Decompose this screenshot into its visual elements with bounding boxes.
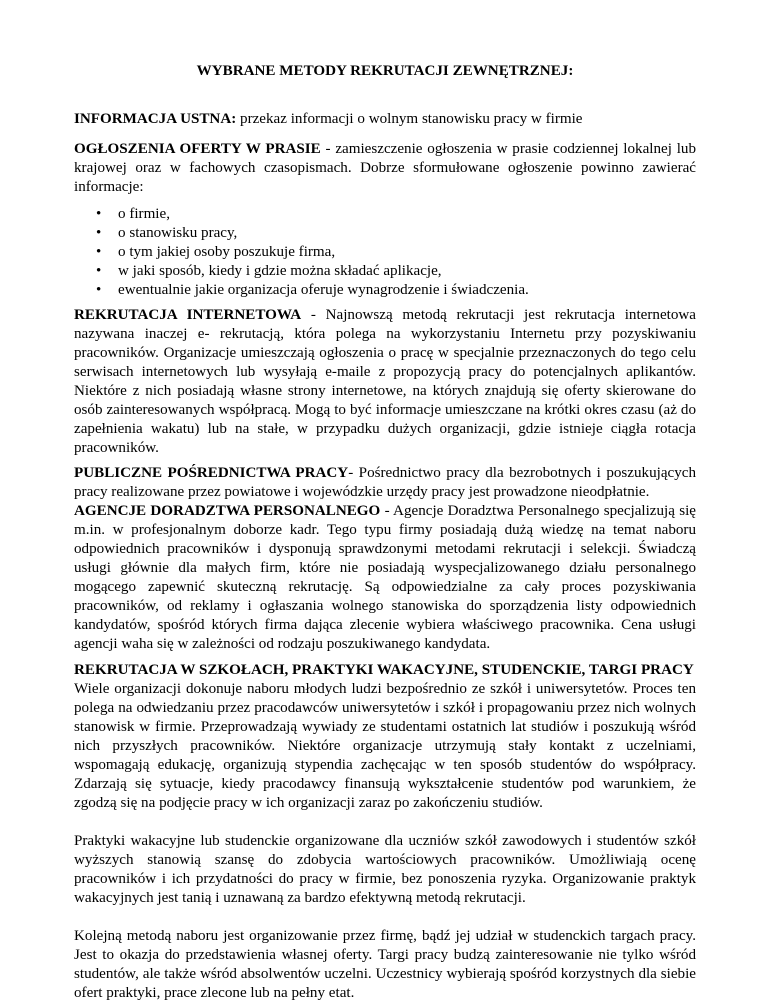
section-heading: PUBLICZNE POŚREDNICTWA PRACY [74,465,349,481]
section-text: przekaz informacji o wolnym stanowisku pracy w firmie [236,111,583,127]
page-title: WYBRANE METODY REKRUTACJI ZEWNĘTRZNEJ: [196,63,574,79]
section-heading: AGENCJE DORADZTWA PERSONALNEGO [74,503,381,519]
section-school-recruitment [74,661,696,1003]
list-item: • o stanowisku pracy, [96,224,696,243]
section-heading [74,661,696,680]
list-item: • ewentualnie jakie organizacja oferuje wynagrodzenie i świadczenia. [96,281,696,300]
section-heading: INFORMACJA USTNA: [74,111,237,127]
section-paragraph [74,140,696,197]
section-oral-information [74,110,696,129]
section-public-employment [74,464,696,502]
section-text: - Agencje Doradztwa Personalnego specjalizują się m.in. w profesjonalnym doborze kadr. Tego typu firmy posiadają dużą wiedzę na temat naboru odpowiednich pracowników i dysponują sprawdzonymi metodami rekrutacji i selekcji. Świadczą usługi głównie dla małych firm, które nie posiadają wyspecjalizowanego działu personalnego mogącego zapewnić skuteczną rekrutację. Są odpowiedzialne za cały proces pozyskiwania pracowników, od reklamy i ogłaszania wolnego stanowiska do sporządzenia listy odpowiednich kandydatów, spośród których firma dająca zlecenie wybiera właściwego pracownika. Cena usługi agencji waha się w zależności od rodzaju poszukiwanego kandydata. [74,503,696,652]
list-item: • o firmie, [96,205,696,224]
section-heading: REKRUTACJA INTERNETOWA [74,307,302,323]
bullet-list [74,205,696,300]
section-heading: OGŁOSZENIA OFERTY W PRASIE [74,141,321,157]
section-press-ads [74,140,696,300]
section-paragraph: Kolejną metodą naboru jest organizowanie przez firmę, bądź jej udział w studenckich targach pracy. Jest to okazja do przedstawienia własnej oferty. Targi pracy budzą zainteresowanie nie tylko wśród studentów, ale także wśród absolwentów uczelni. Uczestnicy wybierają spośród korzystnych dla siebie ofert praktyki, prace zlecone lub na pełny etat. [74,928,696,1001]
section-text: - Pośrednictwo pracy dla bezrobotnych i poszukujących pracy realizowane przez powiatowe i wojewódzkie urzędy pracy jest prowadzone nieodpłatnie. [74,465,697,500]
list-item: • w jaki sposób, kiedy i gdzie można składać aplikacje, [96,262,696,281]
section-paragraph: Wiele organizacji dokonuje naboru młodych ludzi bezpośrednio ze szkół i uniwersytetów. Proces ten polega na odwiedzaniu przez pracodawców uniwersytetów i szkół i propagowaniu przez nich wolnych stanowisk w firmie. Przeprowadzają wywiady ze studentami ostatnich lat studiów i poszukują wśród nich przyszłych pracowników. Niektóre organizacje utrzymują stały kontakt z uczelniami, wspomagają edukację, organizują stypendia zachęcając w ten sposób studentów do współpracy. Zdarzają się sytuacje, kiedy pracodawcy finansują wykształcenie studentów pod warunkiem, że zgodzą się na podjęcie pracy w ich organizacji zaraz po zakończeniu studiów. [74,681,696,811]
section-heading-text: REKRUTACJA W SZKOŁACH, PRAKTYKI WAKACYJNE, STUDENCKIE, TARGI PRACY [74,662,694,678]
list-item: • o tym jakiej osoby poszukuje firma, [96,243,696,262]
section-text: - Najnowszą metodą rekrutacji jest rekrutacja internetowa nazywana inaczej e- rekrutacją, która polega na wykorzystaniu Internetu przy pozyskiwaniu pracowników. Organizacje umieszczają ogłoszenia o pracę w specjalnie przeznaczonych do tego celu serwisach internetowych lub wysyłają e-maile z propozycją pracy do potencjalnych aplikantów. Niektóre z nich posiadają własne strony internetowe, na których znajdują się oferty skierowane do osób zainteresowanych współpracą. Mogą to być informacje umieszczane na krótki okres czasu (aż do zapełnienia wakatu) lub na stałe, w przypadku dużych organizacji, gdzie istnieje ciągła rotacja pracowników. [74,307,696,456]
section-paragraph: Praktyki wakacyjne lub studenckie organizowane dla uczniów szkół zawodowych i studentów szkół wyższych stanowią szansę do zdobycia wartościowych pracowników. Umożliwiają ocenę pracowników i ich przydatności do pracy w firmie, bez ponoszenia ryzyka. Organizowanie praktyk wakacyjnych jest tanią i uznawaną za bardzo efektywną metodą rekrutacji. [74,833,696,906]
section-text: - zamieszczenie ogłoszenia w prasie codziennej lokalnej lub krajowej oraz w fachowych czasopismach. Dobrze sformułowane ogłoszenie powinno zawierać informacje: [74,141,696,195]
section-internet-recruitment [74,306,696,458]
section-personnel-agencies [74,502,696,654]
